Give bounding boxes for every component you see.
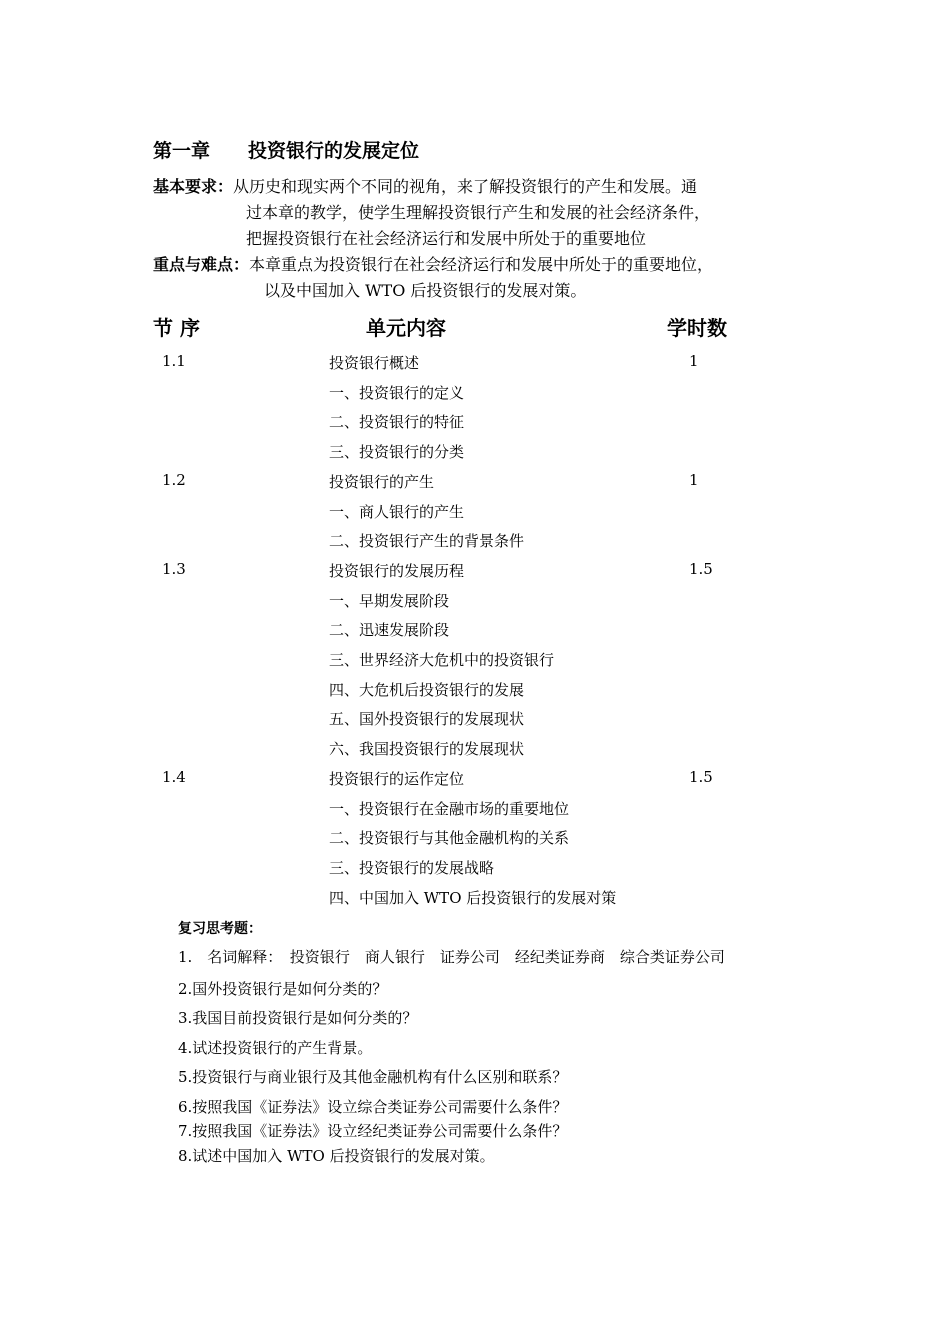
- row-content: 五、国外投资银行的发展现状: [329, 710, 525, 728]
- review-question: 8.试述中国加入 WTO 后投资银行的发展对策。: [178, 1147, 495, 1165]
- review-question: 4.试述投资银行的产生背景。: [178, 1039, 373, 1057]
- row-hours: 1: [689, 471, 699, 489]
- review-question: 6.按照我国《证券法》设立综合类证券公司需要什么条件？: [178, 1098, 568, 1116]
- requirements-line-3: 把握投资银行在社会经济运行和发展中所处于的重要地位: [246, 229, 647, 248]
- row-content: 一、投资银行的定义: [329, 384, 465, 402]
- header-hours: 学时数: [667, 316, 727, 340]
- review-question: 1. 名词解释： 投资银行 商人银行 证券公司 经纪类证券商 综合类证券公司: [178, 948, 725, 966]
- row-hours: 1: [689, 352, 699, 370]
- review-question: 7.按照我国《证券法》设立经纪类证券公司需要什么条件？: [178, 1122, 568, 1140]
- row-content: 投资银行的产生: [329, 473, 435, 491]
- row-content: 三、投资银行的分类: [329, 443, 465, 461]
- row-section: 1.2: [162, 471, 186, 489]
- row-section: 1.4: [162, 768, 186, 786]
- key-points-line-2: 以及中国加入 WTO 后投资银行的发展对策。: [264, 281, 587, 300]
- chapter-number: 第一章: [153, 140, 211, 162]
- row-content: 四、大危机后投资银行的发展: [329, 681, 525, 699]
- header-content: 单元内容: [366, 316, 446, 340]
- row-hours: 1.5: [689, 768, 713, 786]
- row-section: 1.3: [162, 560, 186, 578]
- row-content: 投资银行的发展历程: [329, 562, 465, 580]
- row-content: 投资银行概述: [329, 354, 420, 372]
- review-question: 5.投资银行与商业银行及其他金融机构有什么区别和联系？: [178, 1068, 568, 1086]
- key-points-line-1: 重点与难点：本章重点为投资银行在社会经济运行和发展中所处于的重要地位，: [153, 255, 714, 274]
- review-question: 2.国外投资银行是如何分类的？: [178, 980, 388, 998]
- row-content: 投资银行的运作定位: [329, 770, 465, 788]
- requirements-line-1: 基本要求：从历史和现实两个不同的视角，来了解投资银行的产生和发展。通: [153, 177, 698, 196]
- row-content: 二、投资银行的特征: [329, 413, 465, 431]
- key-points-label: 重点与难点：: [153, 255, 250, 274]
- requirements-line-2: 过本章的教学，使学生理解投资银行产生和发展的社会经济条件，: [246, 203, 711, 222]
- row-content: 二、迅速发展阶段: [329, 621, 450, 639]
- row-content: 一、早期发展阶段: [329, 592, 450, 610]
- review-title: 复习思考题：: [178, 921, 262, 937]
- row-content: 三、世界经济大危机中的投资银行: [329, 651, 555, 669]
- chapter-name: 投资银行的发展定位: [248, 140, 420, 162]
- row-content: 二、投资银行与其他金融机构的关系: [329, 829, 570, 847]
- row-content: 四、中国加入 WTO 后投资银行的发展对策: [329, 889, 617, 907]
- requirements-label: 基本要求：: [153, 177, 234, 196]
- row-hours: 1.5: [689, 560, 713, 578]
- row-content: 一、投资银行在金融市场的重要地位: [329, 800, 570, 818]
- row-content: 一、商人银行的产生: [329, 503, 465, 521]
- row-content: 二、投资银行产生的背景条件: [329, 532, 525, 550]
- row-section: 1.1: [162, 352, 186, 370]
- row-content: 三、投资银行的发展战略: [329, 859, 495, 877]
- review-question: 3.我国目前投资银行是如何分类的？: [178, 1009, 418, 1027]
- chapter-title: [153, 136, 419, 163]
- header-section: 节 序: [153, 316, 200, 340]
- row-content: 六、我国投资银行的发展现状: [329, 740, 525, 758]
